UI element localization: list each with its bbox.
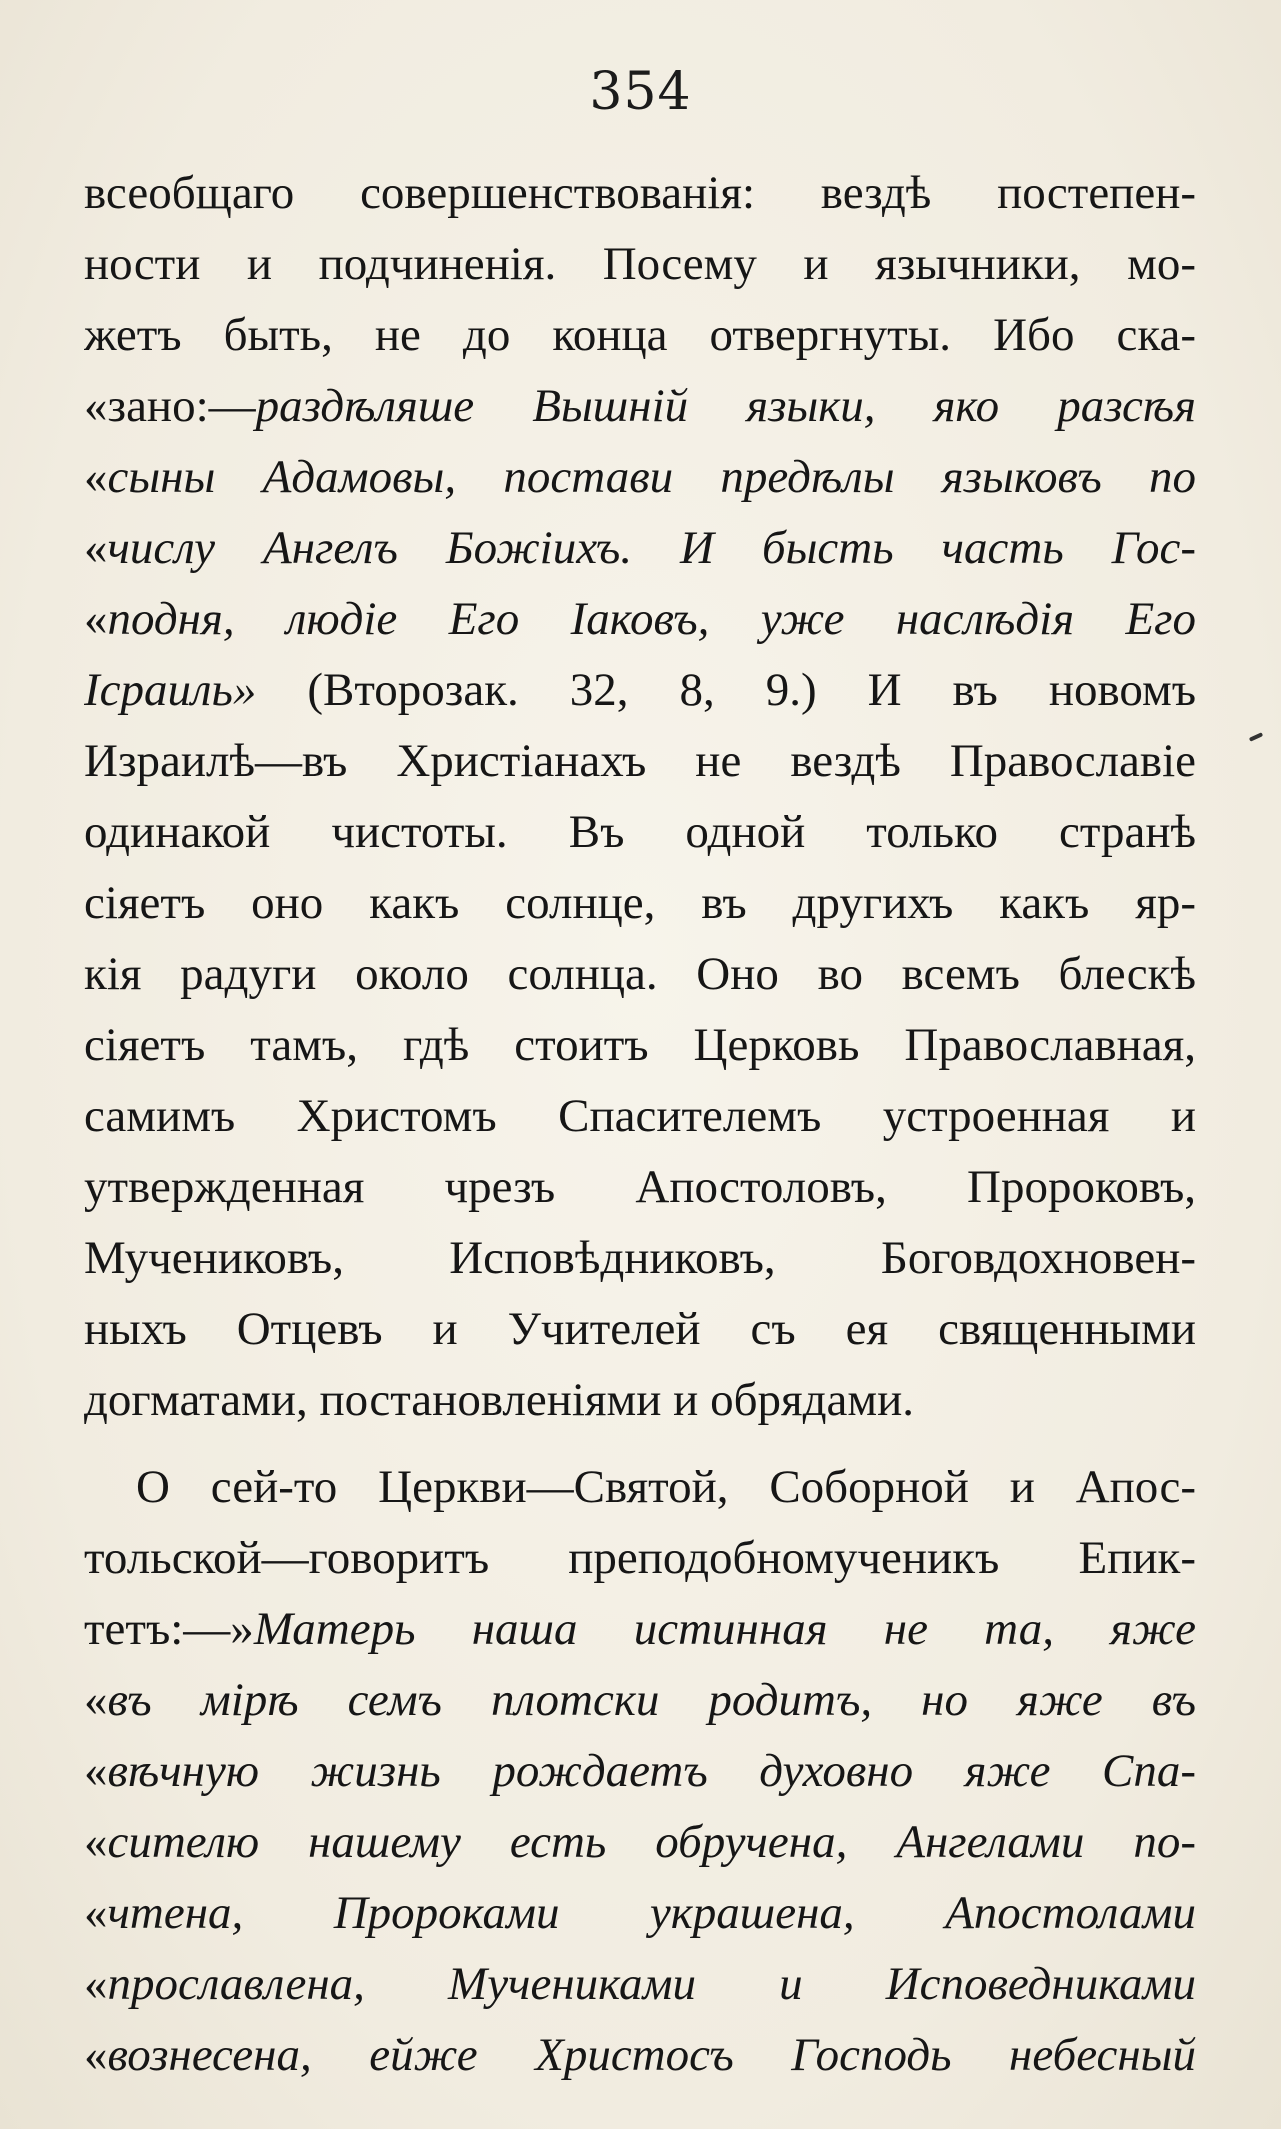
text-span: тольской—говоритъ преподобномученикъ Епик- [84, 1532, 1196, 1584]
text-span: самимъ Христомъ Спасителемъ устроенная и [84, 1090, 1196, 1142]
text-line [84, 655, 1196, 726]
text-line [84, 300, 1196, 371]
text-span: « [84, 593, 108, 645]
text-span: « [84, 522, 108, 574]
text-line [84, 1807, 1196, 1878]
text-line [84, 1949, 1196, 2020]
text-line [84, 1081, 1196, 1152]
text-span: ныхъ Отцевъ и Учителей съ ея священными [84, 1303, 1196, 1355]
text-line [84, 1452, 1196, 1523]
italic-text: чтена, Пророками украшена, Апостолами [107, 1887, 1196, 1939]
text-span: « [84, 2029, 108, 2081]
text-line [84, 1152, 1196, 1223]
text-span: Израилѣ—въ Христіанахъ не вездѣ Православіе [84, 735, 1196, 787]
text-line [84, 939, 1196, 1010]
text-span: догматами, постановленіями и обрядами. [84, 1374, 915, 1426]
italic-text: раздѣляше Вышній языки, яко разсѣя [255, 380, 1196, 432]
text-span: (Второзак. 32, 8, 9.) И въ новомъ [256, 664, 1196, 716]
text-span: Мучениковъ, Исповѣдниковъ, Боговдохновен- [84, 1232, 1196, 1284]
text-line [84, 1736, 1196, 1807]
text-line [84, 513, 1196, 584]
text-line [84, 1523, 1196, 1594]
text-line [84, 584, 1196, 655]
italic-text: Матерь наша истинная не та, яже [253, 1603, 1196, 1655]
text-span: тетъ:—» [84, 1603, 254, 1655]
text-line [84, 1594, 1196, 1665]
text-line [84, 158, 1196, 229]
text-span: « [84, 1887, 108, 1939]
text-span: « [84, 1745, 108, 1797]
text-span: « [84, 1816, 108, 1868]
text-span: сіяетъ тамъ, гдѣ стоитъ Церковь Православная, [84, 1019, 1196, 1071]
text-span: « [84, 1674, 108, 1726]
italic-text: подня, людіе Его Іаковъ, уже наслѣдія Его [107, 593, 1196, 645]
italic-text: Ісраиль» [84, 664, 257, 716]
text-span: кія радуги около солнца. Оно во всемъ блескѣ [84, 948, 1196, 1000]
text-line [84, 868, 1196, 939]
italic-text: прославлена, Мучениками и Исповедниками [107, 1958, 1196, 2010]
text-line [84, 229, 1196, 300]
text-line [84, 442, 1196, 513]
text-span: « [84, 451, 108, 503]
italic-text: вѣчную жизнь рождаетъ духовно яже Спа- [107, 1745, 1196, 1797]
page-number: 354 [589, 62, 692, 122]
text-line [84, 1223, 1196, 1294]
text-line [84, 726, 1196, 797]
text-line [84, 1010, 1196, 1081]
text-line [84, 371, 1196, 442]
text-span: « [84, 1958, 108, 2010]
text-span: одинакой чистоты. Въ одной только странѣ [84, 806, 1196, 858]
italic-text: сыны Адамовы, постави предѣлы языковъ по [107, 451, 1196, 503]
ink-mark [1249, 732, 1263, 742]
text-span: «зано:— [84, 380, 256, 432]
text-line [84, 1878, 1196, 1949]
text-span: утвержденная чрезъ Апостоловъ, Пророковъ, [84, 1161, 1196, 1213]
text-line [84, 797, 1196, 868]
text-span: сіяетъ оно какъ солнце, въ другихъ какъ яр- [84, 877, 1196, 929]
italic-text: въ мірѣ семъ плотски родитъ, но яже въ [107, 1674, 1196, 1726]
italic-text: числу Ангелъ Божіихъ. И бысть часть Гос- [107, 522, 1196, 574]
italic-text: вознесена, ейже Христосъ Господь небесный [107, 2029, 1196, 2081]
italic-text: сителю нашему есть обручена, Ангелами по- [107, 1816, 1196, 1868]
text-line [84, 2020, 1196, 2091]
body-text [84, 158, 1196, 2091]
text-span: всеобщаго совершенствованія: вездѣ постепен- [84, 167, 1196, 219]
text-span: жетъ быть, не до конца отвергнуты. Ибо ска- [84, 309, 1196, 361]
text-line [84, 1365, 1196, 1436]
text-span: О сей-то Церкви—Святой, Соборной и Апос- [136, 1461, 1196, 1513]
text-line [84, 1294, 1196, 1365]
text-line [84, 1665, 1196, 1736]
text-span: ности и подчиненія. Посему и язычники, мо- [84, 238, 1196, 290]
